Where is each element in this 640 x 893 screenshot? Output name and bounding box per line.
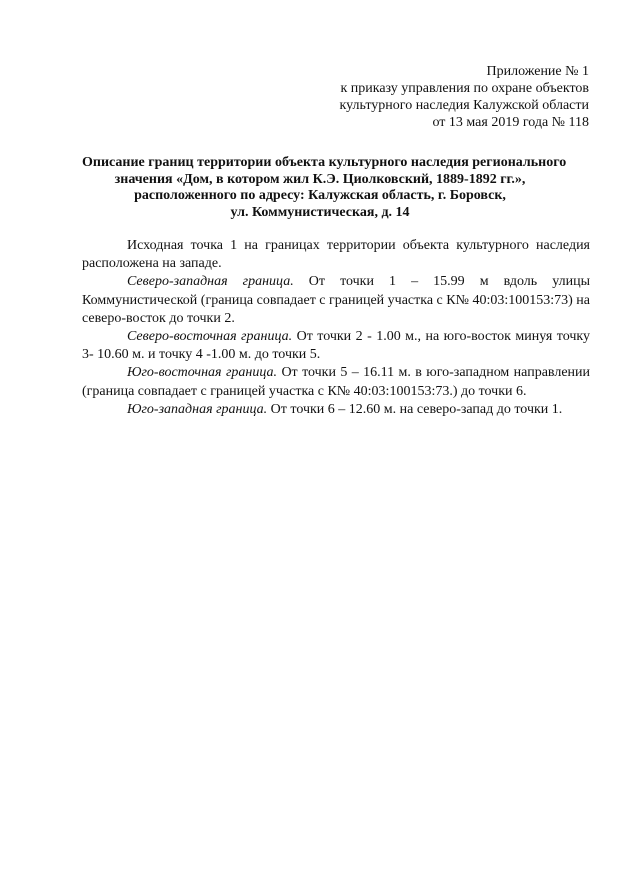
southwest-boundary-label: Юго-западная граница.: [127, 401, 268, 417]
title-line-1: Описание границ территории объекта культурного наследия регионального: [82, 155, 567, 170]
appendix-header: [269, 63, 589, 131]
southwest-boundary-paragraph: [82, 401, 590, 419]
southeast-boundary-text: От точки 5 – 16.11 м. в юго-западном направлении (граница совпадает с границей участка с К№ 40:03:100153:73.) до точки 6.: [82, 365, 591, 399]
appendix-line-2: к приказу управления по охране объектов: [340, 81, 589, 96]
title-line-4: ул. Коммунистическая, д. 14: [230, 204, 410, 220]
appendix-line-1: Приложение № 1: [486, 64, 589, 79]
intro-paragraph: [82, 237, 590, 273]
northeast-boundary-text: От точки 2 - 1.00 м., на юго-восток минуя точку 3- 10.60 м. и точку 4 -1.00 м. до точки 5.: [82, 329, 590, 363]
document-title: [82, 155, 567, 221]
intro-text: Исходная точка 1 на границах территории объекта культурного наследия расположена на западе.: [82, 238, 590, 272]
title-line-2: значения «Дом, в котором жил К.Э. Циолковский, 1889-1892 гг.»,: [114, 171, 526, 187]
southwest-boundary-text: От точки 6 – 12.60 м. на северо-запад до точки 1.: [267, 401, 563, 417]
document-body: [82, 237, 590, 419]
northeast-boundary-paragraph: [82, 328, 590, 364]
northwest-boundary-text: От точки 1 – 15.99 м вдоль улицы Коммунистической (граница совпадает с границей участка с К№ 40:03:100153:73) на северо-восток до точки 2.: [82, 274, 590, 326]
appendix-line-3: культурного наследия Калужской области: [339, 98, 589, 113]
appendix-line-4: от 13 мая 2019 года № 118: [432, 115, 589, 130]
southeast-boundary-label: Юго-восточная граница.: [127, 365, 278, 381]
northwest-boundary-paragraph: [82, 273, 590, 328]
southeast-boundary-paragraph: [82, 364, 590, 400]
northwest-boundary-label: Северо-западная граница.: [127, 274, 294, 290]
northeast-boundary-label: Северо-восточная граница.: [127, 329, 293, 345]
title-line-3: расположенного по адресу: Калужская область, г. Боровск,: [134, 188, 506, 203]
